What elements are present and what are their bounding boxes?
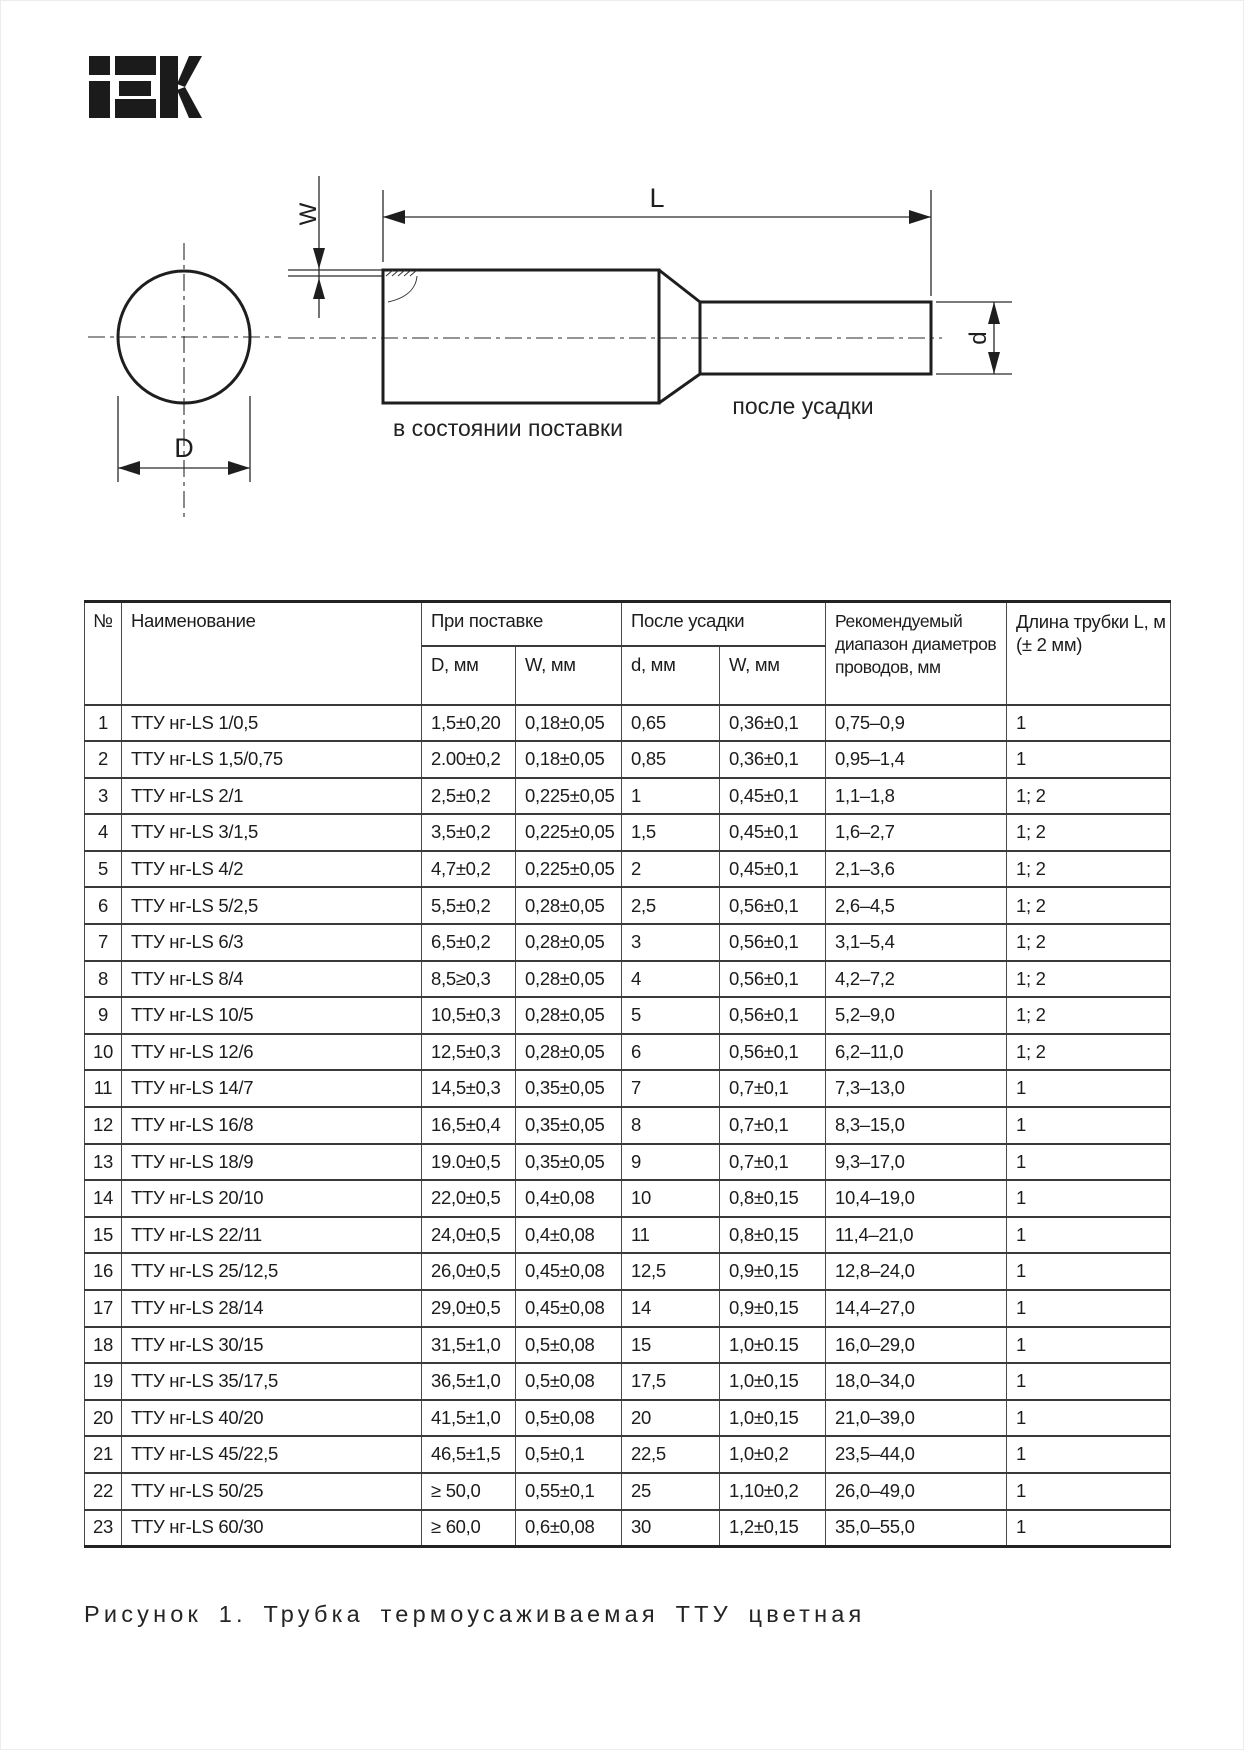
cell-after-W: 1,0±0,15 xyxy=(720,1400,826,1437)
cell-after-d: 1,5 xyxy=(622,814,720,851)
cell-number: 9 xyxy=(85,997,122,1034)
table-row xyxy=(85,741,1171,778)
table-row xyxy=(85,887,1171,924)
cell-length: 1 xyxy=(1007,1400,1171,1437)
cell-range: 6,2–11,0 xyxy=(826,1034,1007,1071)
cell-name: ТТУ нг-LS 35/17,5 xyxy=(122,1363,422,1400)
cell-number: 17 xyxy=(85,1290,122,1327)
cell-after-W: 0,56±0,1 xyxy=(720,1034,826,1071)
col-group-after: После усадки xyxy=(622,602,826,646)
cell-after-W: 0,45±0,1 xyxy=(720,814,826,851)
cell-supply-D: 14,5±0,3 xyxy=(422,1070,516,1107)
cell-number: 16 xyxy=(85,1253,122,1290)
table-row xyxy=(85,1363,1171,1400)
table-row xyxy=(85,1107,1171,1144)
table-row xyxy=(85,1290,1171,1327)
cell-number: 3 xyxy=(85,778,122,815)
cell-after-d: 2 xyxy=(622,851,720,888)
cell-after-W: 0,45±0,1 xyxy=(720,778,826,815)
table-row xyxy=(85,705,1171,742)
cell-supply-W: 0,28±0,05 xyxy=(516,997,622,1034)
cell-after-W: 1,0±0.15 xyxy=(720,1327,826,1364)
cell-after-d: 3 xyxy=(622,924,720,961)
cell-after-W: 0,7±0,1 xyxy=(720,1144,826,1181)
cell-length: 1 xyxy=(1007,705,1171,742)
figure-caption: Рисунок 1. Трубка термоусаживаемая ТТУ цветная xyxy=(84,1601,866,1627)
cell-supply-W: 0,45±0,08 xyxy=(516,1290,622,1327)
cell-after-d: 17,5 xyxy=(622,1363,720,1400)
cell-after-d: 7 xyxy=(622,1070,720,1107)
cell-range: 14,4–27,0 xyxy=(826,1290,1007,1327)
shrunk-tube xyxy=(659,270,931,403)
cell-supply-W: 0,28±0,05 xyxy=(516,961,622,998)
cell-range: 21,0–39,0 xyxy=(826,1400,1007,1437)
col-header-range: Рекомендуемый диапазон диаметров проводов, мм xyxy=(826,602,1007,705)
label-D: D xyxy=(174,433,194,463)
dimension-W xyxy=(288,176,383,318)
cell-after-W: 0,36±0,1 xyxy=(720,741,826,778)
cell-name: ТТУ нг-LS 28/14 xyxy=(122,1290,422,1327)
table-row xyxy=(85,1327,1171,1364)
cell-supply-D: 8,5≥0,3 xyxy=(422,961,516,998)
cell-number: 1 xyxy=(85,705,122,742)
cell-supply-D: 26,0±0,5 xyxy=(422,1253,516,1290)
cell-supply-D: 10,5±0,3 xyxy=(422,997,516,1034)
cell-after-d: 9 xyxy=(622,1144,720,1181)
cell-supply-W: 0,4±0,08 xyxy=(516,1180,622,1217)
label-L: L xyxy=(649,183,665,213)
col-header-supply-D: D, мм xyxy=(422,646,516,705)
table-row xyxy=(85,1144,1171,1181)
cell-number: 10 xyxy=(85,1034,122,1071)
cell-supply-W: 0,6±0,08 xyxy=(516,1510,622,1547)
cell-range: 1,6–2,7 xyxy=(826,814,1007,851)
cell-length: 1 xyxy=(1007,1070,1171,1107)
cell-supply-W: 0,225±0,05 xyxy=(516,778,622,815)
cell-length: 1; 2 xyxy=(1007,1034,1171,1071)
cell-range: 2,6–4,5 xyxy=(826,887,1007,924)
cell-length: 1 xyxy=(1007,1253,1171,1290)
cell-after-W: 1,10±0,2 xyxy=(720,1473,826,1510)
col-header-name: Наименование xyxy=(122,602,422,705)
cell-supply-W: 0,35±0,05 xyxy=(516,1107,622,1144)
cell-supply-W: 0,5±0,08 xyxy=(516,1363,622,1400)
cell-number: 20 xyxy=(85,1400,122,1437)
cell-length: 1 xyxy=(1007,741,1171,778)
cell-after-W: 0,7±0,1 xyxy=(720,1070,826,1107)
cell-name: ТТУ нг-LS 30/15 xyxy=(122,1327,422,1364)
cell-supply-W: 0,225±0,05 xyxy=(516,851,622,888)
cell-supply-D: 19.0±0,5 xyxy=(422,1144,516,1181)
cell-supply-D: 22,0±0,5 xyxy=(422,1180,516,1217)
cell-after-W: 1,0±0,15 xyxy=(720,1363,826,1400)
cell-name: ТТУ нг-LS 40/20 xyxy=(122,1400,422,1437)
cell-name: ТТУ нг-LS 22/11 xyxy=(122,1217,422,1254)
cell-after-d: 1 xyxy=(622,778,720,815)
cell-length: 1; 2 xyxy=(1007,997,1171,1034)
table-row xyxy=(85,1510,1171,1547)
technical-drawing xyxy=(0,0,1100,540)
cell-name: ТТУ нг-LS 25/12,5 xyxy=(122,1253,422,1290)
cell-range: 5,2–9,0 xyxy=(826,997,1007,1034)
cell-number: 13 xyxy=(85,1144,122,1181)
cell-after-d: 5 xyxy=(622,997,720,1034)
cell-supply-W: 0,4±0,08 xyxy=(516,1217,622,1254)
cell-supply-W: 0,18±0,05 xyxy=(516,741,622,778)
cell-name: ТТУ нг-LS 8/4 xyxy=(122,961,422,998)
cell-range: 35,0–55,0 xyxy=(826,1510,1007,1547)
col-header-number: № xyxy=(85,602,122,705)
supply-state-caption: в состоянии поставки xyxy=(393,415,623,441)
cell-supply-D: 2,5±0,2 xyxy=(422,778,516,815)
cell-after-W: 0,36±0,1 xyxy=(720,705,826,742)
cell-after-W: 0,56±0,1 xyxy=(720,887,826,924)
col-header-supply-W: W, мм xyxy=(516,646,622,705)
cell-supply-D: 16,5±0,4 xyxy=(422,1107,516,1144)
cell-range: 10,4–19,0 xyxy=(826,1180,1007,1217)
cell-range: 11,4–21,0 xyxy=(826,1217,1007,1254)
cell-length: 1 xyxy=(1007,1363,1171,1400)
cell-length: 1 xyxy=(1007,1436,1171,1473)
cell-number: 22 xyxy=(85,1473,122,1510)
cell-range: 16,0–29,0 xyxy=(826,1327,1007,1364)
cell-supply-D: 1,5±0,20 xyxy=(422,705,516,742)
table-row xyxy=(85,1070,1171,1107)
cell-name: ТТУ нг-LS 45/22,5 xyxy=(122,1436,422,1473)
cell-length: 1; 2 xyxy=(1007,924,1171,961)
cell-range: 23,5–44,0 xyxy=(826,1436,1007,1473)
cell-name: ТТУ нг-LS 1,5/0,75 xyxy=(122,741,422,778)
cell-range: 0,95–1,4 xyxy=(826,741,1007,778)
cell-name: ТТУ нг-LS 6/3 xyxy=(122,924,422,961)
cell-name: ТТУ нг-LS 1/0,5 xyxy=(122,705,422,742)
cell-supply-W: 0,18±0,05 xyxy=(516,705,622,742)
table-row xyxy=(85,1253,1171,1290)
cell-supply-W: 0,5±0,1 xyxy=(516,1436,622,1473)
cell-range: 9,3–17,0 xyxy=(826,1144,1007,1181)
cell-after-d: 20 xyxy=(622,1400,720,1437)
cell-after-W: 1,0±0,2 xyxy=(720,1436,826,1473)
cell-number: 23 xyxy=(85,1510,122,1547)
cell-after-W: 0,8±0,15 xyxy=(720,1217,826,1254)
cell-range: 2,1–3,6 xyxy=(826,851,1007,888)
table-row xyxy=(85,924,1171,961)
table-row xyxy=(85,778,1171,815)
cell-number: 15 xyxy=(85,1217,122,1254)
col-header-length: Длина трубки L, м (± 2 мм) xyxy=(1007,602,1171,705)
cell-after-W: 0,56±0,1 xyxy=(720,961,826,998)
cell-length: 1; 2 xyxy=(1007,778,1171,815)
cell-after-W: 0,56±0,1 xyxy=(720,997,826,1034)
cell-number: 6 xyxy=(85,887,122,924)
cell-range: 3,1–5,4 xyxy=(826,924,1007,961)
cell-number: 5 xyxy=(85,851,122,888)
cell-length: 1 xyxy=(1007,1510,1171,1547)
label-W: W xyxy=(295,202,322,226)
cell-after-d: 10 xyxy=(622,1180,720,1217)
table-row xyxy=(85,1034,1171,1071)
cell-range: 7,3–13,0 xyxy=(826,1070,1007,1107)
table-row xyxy=(85,961,1171,998)
cell-after-W: 0,56±0,1 xyxy=(720,924,826,961)
cell-supply-D: 29,0±0,5 xyxy=(422,1290,516,1327)
cell-number: 11 xyxy=(85,1070,122,1107)
cell-name: ТТУ нг-LS 14/7 xyxy=(122,1070,422,1107)
cell-number: 21 xyxy=(85,1436,122,1473)
cell-name: ТТУ нг-LS 2/1 xyxy=(122,778,422,815)
cell-after-W: 0,45±0,1 xyxy=(720,851,826,888)
cell-after-d: 4 xyxy=(622,961,720,998)
cell-supply-D: 12,5±0,3 xyxy=(422,1034,516,1071)
cell-length: 1 xyxy=(1007,1290,1171,1327)
cell-name: ТТУ нг-LS 3/1,5 xyxy=(122,814,422,851)
cell-name: ТТУ нг-LS 10/5 xyxy=(122,997,422,1034)
cell-range: 4,2–7,2 xyxy=(826,961,1007,998)
spec-table xyxy=(84,600,1171,1548)
col-group-supply: При поставке xyxy=(422,602,622,646)
cell-supply-D: ≥ 50,0 xyxy=(422,1473,516,1510)
cell-length: 1; 2 xyxy=(1007,961,1171,998)
cell-supply-W: 0,35±0,05 xyxy=(516,1070,622,1107)
cell-name: ТТУ нг-LS 50/25 xyxy=(122,1473,422,1510)
cell-length: 1; 2 xyxy=(1007,851,1171,888)
cell-name: ТТУ нг-LS 20/10 xyxy=(122,1180,422,1217)
cell-supply-D: 31,5±1,0 xyxy=(422,1327,516,1364)
cell-range: 1,1–1,8 xyxy=(826,778,1007,815)
cell-number: 4 xyxy=(85,814,122,851)
cell-supply-W: 0,55±0,1 xyxy=(516,1473,622,1510)
table-row xyxy=(85,997,1171,1034)
cell-supply-D: 46,5±1,5 xyxy=(422,1436,516,1473)
cell-supply-D: 36,5±1,0 xyxy=(422,1363,516,1400)
cell-after-W: 0,7±0,1 xyxy=(720,1107,826,1144)
label-d: d xyxy=(965,331,992,345)
col-header-after-d: d, мм xyxy=(622,646,720,705)
table-row xyxy=(85,851,1171,888)
cell-name: ТТУ нг-LS 4/2 xyxy=(122,851,422,888)
cell-after-d: 12,5 xyxy=(622,1253,720,1290)
cell-number: 19 xyxy=(85,1363,122,1400)
cell-supply-D: 2.00±0,2 xyxy=(422,741,516,778)
cell-after-d: 15 xyxy=(622,1327,720,1364)
cell-after-d: 25 xyxy=(622,1473,720,1510)
cell-supply-W: 0,35±0,05 xyxy=(516,1144,622,1181)
wall-cut-curve xyxy=(388,276,417,302)
cell-after-W: 0,8±0,15 xyxy=(720,1180,826,1217)
table-row xyxy=(85,1473,1171,1510)
cell-length: 1; 2 xyxy=(1007,887,1171,924)
cell-supply-W: 0,225±0,05 xyxy=(516,814,622,851)
cell-after-d: 0,65 xyxy=(622,705,720,742)
table-row xyxy=(85,1217,1171,1254)
cell-range: 26,0–49,0 xyxy=(826,1473,1007,1510)
cell-name: ТТУ нг-LS 60/30 xyxy=(122,1510,422,1547)
cell-supply-D: ≥ 60,0 xyxy=(422,1510,516,1547)
cell-number: 8 xyxy=(85,961,122,998)
cell-after-W: 1,2±0,15 xyxy=(720,1510,826,1547)
cell-range: 12,8–24,0 xyxy=(826,1253,1007,1290)
cell-supply-W: 0,28±0,05 xyxy=(516,1034,622,1071)
supply-tube xyxy=(383,270,659,403)
cell-after-d: 11 xyxy=(622,1217,720,1254)
cell-after-d: 22,5 xyxy=(622,1436,720,1473)
cell-name: ТТУ нг-LS 16/8 xyxy=(122,1107,422,1144)
cell-name: ТТУ нг-LS 18/9 xyxy=(122,1144,422,1181)
cell-after-d: 6 xyxy=(622,1034,720,1071)
cell-length: 1 xyxy=(1007,1327,1171,1364)
cell-range: 18,0–34,0 xyxy=(826,1363,1007,1400)
cell-length: 1 xyxy=(1007,1144,1171,1181)
cell-length: 1 xyxy=(1007,1473,1171,1510)
col-header-after-W: W, мм xyxy=(720,646,826,705)
cell-after-W: 0,9±0,15 xyxy=(720,1290,826,1327)
cell-supply-D: 6,5±0,2 xyxy=(422,924,516,961)
table-row xyxy=(85,1180,1171,1217)
cell-supply-D: 41,5±1,0 xyxy=(422,1400,516,1437)
cell-supply-W: 0,5±0,08 xyxy=(516,1327,622,1364)
cell-number: 7 xyxy=(85,924,122,961)
cell-supply-W: 0,28±0,05 xyxy=(516,887,622,924)
cell-after-d: 14 xyxy=(622,1290,720,1327)
cell-range: 8,3–15,0 xyxy=(826,1107,1007,1144)
cell-number: 12 xyxy=(85,1107,122,1144)
cell-after-d: 8 xyxy=(622,1107,720,1144)
cell-length: 1; 2 xyxy=(1007,814,1171,851)
cell-length: 1 xyxy=(1007,1107,1171,1144)
cell-supply-D: 4,7±0,2 xyxy=(422,851,516,888)
cell-after-W: 0,9±0,15 xyxy=(720,1253,826,1290)
table-row xyxy=(85,814,1171,851)
cell-number: 18 xyxy=(85,1327,122,1364)
cell-name: ТТУ нг-LS 5/2,5 xyxy=(122,887,422,924)
cell-supply-W: 0,45±0,08 xyxy=(516,1253,622,1290)
cell-after-d: 30 xyxy=(622,1510,720,1547)
table-row xyxy=(85,1400,1171,1437)
cell-length: 1 xyxy=(1007,1217,1171,1254)
dimension-d xyxy=(936,302,1012,374)
cell-number: 14 xyxy=(85,1180,122,1217)
cell-number: 2 xyxy=(85,741,122,778)
cell-after-d: 2,5 xyxy=(622,887,720,924)
cell-supply-D: 5,5±0,2 xyxy=(422,887,516,924)
cell-supply-D: 3,5±0,2 xyxy=(422,814,516,851)
cell-length: 1 xyxy=(1007,1180,1171,1217)
dimension-L xyxy=(383,183,931,296)
cell-supply-D: 24,0±0,5 xyxy=(422,1217,516,1254)
cell-after-d: 0,85 xyxy=(622,741,720,778)
cell-supply-W: 0,28±0,05 xyxy=(516,924,622,961)
table-header xyxy=(85,602,1171,705)
cell-supply-W: 0,5±0,08 xyxy=(516,1400,622,1437)
shrunk-state-caption: после усадки xyxy=(732,393,874,419)
cell-name: ТТУ нг-LS 12/6 xyxy=(122,1034,422,1071)
cell-range: 0,75–0,9 xyxy=(826,705,1007,742)
table-body xyxy=(85,705,1171,1547)
table-row xyxy=(85,1436,1171,1473)
